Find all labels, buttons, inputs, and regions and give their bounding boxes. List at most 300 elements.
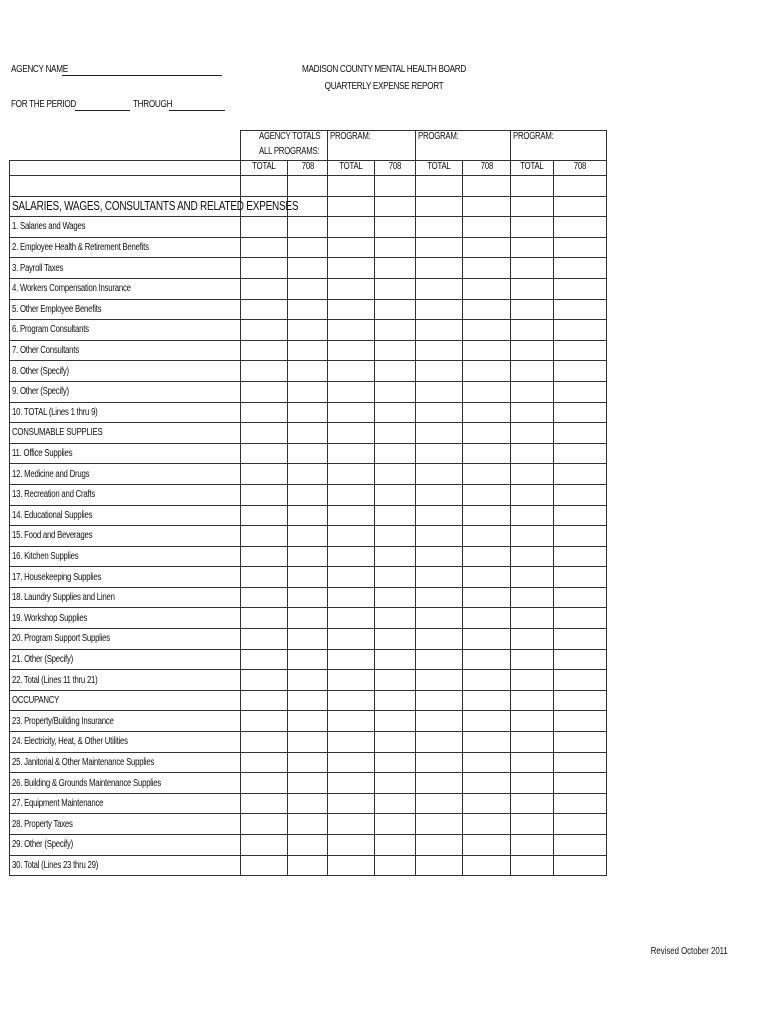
amount-cell[interactable] [554, 505, 607, 526]
amount-cell[interactable] [416, 320, 463, 341]
amount-cell[interactable] [375, 464, 416, 485]
amount-cell[interactable] [375, 505, 416, 526]
amount-cell[interactable] [511, 814, 554, 835]
amount-cell[interactable] [328, 608, 375, 629]
amount-cell[interactable] [328, 443, 375, 464]
amount-cell[interactable] [511, 567, 554, 588]
amount-cell[interactable] [511, 361, 554, 382]
amount-cell[interactable] [288, 835, 328, 856]
amount-cell[interactable] [375, 299, 416, 320]
amount-cell[interactable] [375, 773, 416, 794]
amount-cell[interactable] [241, 814, 288, 835]
amount-cell[interactable] [288, 423, 328, 444]
amount-cell[interactable] [241, 381, 288, 402]
amount-cell[interactable] [241, 711, 288, 732]
line-item-label: 7. Other Consultants [10, 340, 241, 361]
amount-cell[interactable] [416, 237, 463, 258]
amount-cell[interactable] [328, 381, 375, 402]
amount-cell[interactable] [328, 278, 375, 299]
amount-cell[interactable] [463, 567, 511, 588]
amount-cell[interactable] [416, 587, 463, 608]
amount-cell[interactable] [288, 217, 328, 238]
amount-cell[interactable] [328, 670, 375, 691]
amount-cell[interactable] [241, 484, 288, 505]
line-item-row [10, 402, 607, 423]
amount-cell[interactable] [554, 587, 607, 608]
line-item-row [10, 361, 607, 382]
amount-cell[interactable] [463, 217, 511, 238]
line-item-label: 22. Total (Lines 11 thru 21) [10, 670, 241, 691]
amount-cell[interactable] [463, 546, 511, 567]
amount-cell[interactable] [328, 340, 375, 361]
amount-cell[interactable] [328, 217, 375, 238]
amount-cell[interactable] [463, 278, 511, 299]
amount-cell[interactable] [511, 505, 554, 526]
amount-cell[interactable] [241, 505, 288, 526]
line-item-label: 14. Educational Supplies [10, 505, 241, 526]
amount-cell[interactable] [416, 629, 463, 650]
amount-cell[interactable] [554, 835, 607, 856]
amount-cell[interactable] [375, 835, 416, 856]
amount-cell[interactable] [463, 320, 511, 341]
amount-cell[interactable] [241, 608, 288, 629]
amount-cell[interactable] [511, 773, 554, 794]
line-item-row [10, 299, 607, 320]
amount-cell[interactable] [554, 567, 607, 588]
amount-cell[interactable] [463, 464, 511, 485]
amount-cell[interactable] [241, 546, 288, 567]
amount-cell[interactable] [463, 649, 511, 670]
amount-cell[interactable] [375, 278, 416, 299]
amount-cell[interactable] [288, 402, 328, 423]
amount-cell[interactable] [241, 278, 288, 299]
amount-cell[interactable] [511, 196, 554, 217]
amount-cell[interactable] [288, 793, 328, 814]
line-item-label: 2. Employee Health & Retirement Benefits [10, 237, 241, 258]
amount-cell[interactable] [416, 423, 463, 444]
amount-cell[interactable] [241, 587, 288, 608]
amount-cell[interactable] [328, 484, 375, 505]
amount-cell[interactable] [375, 608, 416, 629]
amount-cell[interactable] [288, 546, 328, 567]
amount-cell[interactable] [375, 649, 416, 670]
amount-cell[interactable] [463, 299, 511, 320]
line-item-label: 24. Electricity, Heat, & Other Utilities [10, 732, 241, 753]
amount-cell[interactable] [511, 629, 554, 650]
blank-cell [375, 176, 416, 197]
period-from-field[interactable] [75, 110, 130, 111]
amount-cell[interactable] [554, 299, 607, 320]
amount-cell[interactable] [328, 320, 375, 341]
amount-cell[interactable] [328, 237, 375, 258]
amount-cell[interactable] [554, 773, 607, 794]
amount-cell[interactable] [511, 835, 554, 856]
amount-cell[interactable] [288, 299, 328, 320]
amount-cell[interactable] [416, 464, 463, 485]
amount-cell[interactable] [416, 670, 463, 691]
amount-cell[interactable] [241, 320, 288, 341]
amount-cell[interactable] [288, 381, 328, 402]
amount-cell[interactable] [511, 320, 554, 341]
amount-cell[interactable] [463, 361, 511, 382]
amount-cell[interactable] [241, 793, 288, 814]
amount-cell[interactable] [241, 855, 288, 876]
amount-cell[interactable] [328, 196, 375, 217]
amount-cell[interactable] [416, 690, 463, 711]
amount-cell[interactable] [375, 732, 416, 753]
amount-cell[interactable] [554, 649, 607, 670]
amount-cell[interactable] [463, 670, 511, 691]
amount-cell[interactable] [241, 443, 288, 464]
amount-cell[interactable] [554, 690, 607, 711]
line-item-label: 28. Property Taxes [10, 814, 241, 835]
amount-cell[interactable] [375, 546, 416, 567]
amount-cell[interactable] [554, 629, 607, 650]
amount-cell[interactable] [416, 546, 463, 567]
amount-cell[interactable] [416, 608, 463, 629]
amount-cell[interactable] [375, 526, 416, 547]
amount-cell[interactable] [416, 381, 463, 402]
amount-cell[interactable] [554, 340, 607, 361]
amount-cell[interactable] [375, 237, 416, 258]
amount-cell[interactable] [328, 587, 375, 608]
amount-cell[interactable] [416, 732, 463, 753]
amount-cell[interactable] [463, 608, 511, 629]
amount-cell[interactable] [511, 711, 554, 732]
amount-cell[interactable] [288, 773, 328, 794]
amount-cell[interactable] [375, 381, 416, 402]
amount-cell[interactable] [463, 814, 511, 835]
amount-cell[interactable] [375, 196, 416, 217]
amount-cell[interactable] [416, 340, 463, 361]
amount-cell[interactable] [463, 835, 511, 856]
amount-cell[interactable] [241, 670, 288, 691]
amount-cell[interactable] [328, 814, 375, 835]
amount-cell[interactable] [416, 258, 463, 279]
amount-cell[interactable] [511, 793, 554, 814]
line-item-label: 23. Property/Building Insurance [10, 711, 241, 732]
amount-cell[interactable] [511, 381, 554, 402]
amount-cell[interactable] [511, 752, 554, 773]
line-item-row [10, 443, 607, 464]
amount-cell[interactable] [416, 649, 463, 670]
amount-cell[interactable] [288, 464, 328, 485]
amount-cell[interactable] [328, 855, 375, 876]
amount-cell[interactable] [328, 711, 375, 732]
amount-cell[interactable] [463, 773, 511, 794]
amount-cell[interactable] [375, 443, 416, 464]
amount-cell[interactable] [288, 443, 328, 464]
amount-cell[interactable] [554, 670, 607, 691]
amount-cell[interactable] [288, 814, 328, 835]
amount-cell[interactable] [463, 196, 511, 217]
amount-cell[interactable] [511, 484, 554, 505]
amount-cell[interactable] [241, 402, 288, 423]
amount-cell[interactable] [375, 814, 416, 835]
amount-cell[interactable] [288, 258, 328, 279]
amount-cell[interactable] [241, 299, 288, 320]
amount-cell[interactable] [511, 608, 554, 629]
amount-cell[interactable] [288, 587, 328, 608]
amount-cell[interactable] [511, 217, 554, 238]
amount-cell[interactable] [288, 320, 328, 341]
amount-cell[interactable] [463, 587, 511, 608]
amount-cell[interactable] [511, 587, 554, 608]
amount-cell[interactable] [463, 443, 511, 464]
program-header-3: PROGRAM: [511, 131, 607, 146]
amount-cell[interactable] [554, 464, 607, 485]
amount-cell[interactable] [328, 505, 375, 526]
amount-cell[interactable] [554, 855, 607, 876]
amount-cell[interactable] [328, 464, 375, 485]
amount-cell[interactable] [554, 423, 607, 444]
code-708-column-header: 708 [288, 161, 328, 176]
amount-cell[interactable] [241, 423, 288, 444]
line-item-row [10, 711, 607, 732]
amount-cell[interactable] [375, 258, 416, 279]
amount-cell[interactable] [416, 567, 463, 588]
amount-cell[interactable] [328, 649, 375, 670]
amount-cell[interactable] [463, 732, 511, 753]
amount-cell[interactable] [511, 670, 554, 691]
amount-cell[interactable] [241, 567, 288, 588]
amount-cell[interactable] [554, 484, 607, 505]
amount-cell[interactable] [241, 237, 288, 258]
agency-name-field[interactable] [62, 75, 222, 76]
line-item-row [10, 732, 607, 753]
amount-cell[interactable] [554, 278, 607, 299]
amount-cell[interactable] [375, 320, 416, 341]
amount-cell[interactable] [463, 381, 511, 402]
section-title: SALARIES, WAGES, CONSULTANTS AND RELATED EXPENSES [10, 196, 241, 217]
amount-cell[interactable] [328, 835, 375, 856]
amount-cell[interactable] [288, 526, 328, 547]
amount-cell[interactable] [416, 217, 463, 238]
amount-cell[interactable] [375, 711, 416, 732]
amount-cell[interactable] [328, 752, 375, 773]
amount-cell[interactable] [511, 649, 554, 670]
amount-cell[interactable] [288, 237, 328, 258]
amount-cell[interactable] [288, 855, 328, 876]
amount-cell[interactable] [554, 217, 607, 238]
amount-cell[interactable] [241, 526, 288, 547]
amount-cell[interactable] [554, 258, 607, 279]
all-programs-header: ALL PROGRAMS: [241, 146, 328, 161]
line-item-row [10, 340, 607, 361]
amount-cell[interactable] [511, 402, 554, 423]
amount-cell[interactable] [554, 526, 607, 547]
amount-cell[interactable] [463, 340, 511, 361]
amount-cell[interactable] [328, 732, 375, 753]
amount-cell[interactable] [241, 464, 288, 485]
amount-cell[interactable] [463, 690, 511, 711]
amount-cell[interactable] [328, 361, 375, 382]
amount-cell[interactable] [375, 423, 416, 444]
amount-cell[interactable] [241, 752, 288, 773]
amount-cell[interactable] [554, 711, 607, 732]
amount-cell[interactable] [375, 402, 416, 423]
amount-cell[interactable] [554, 546, 607, 567]
amount-cell[interactable] [288, 278, 328, 299]
amount-cell[interactable] [241, 258, 288, 279]
amount-cell[interactable] [288, 690, 328, 711]
amount-cell[interactable] [241, 690, 288, 711]
amount-cell[interactable] [416, 278, 463, 299]
line-item-label: 25. Janitorial & Other Maintenance Supplies [10, 752, 241, 773]
amount-cell[interactable] [416, 773, 463, 794]
amount-cell[interactable] [288, 567, 328, 588]
amount-cell[interactable] [463, 484, 511, 505]
amount-cell[interactable] [288, 505, 328, 526]
amount-cell[interactable] [288, 629, 328, 650]
amount-cell[interactable] [463, 423, 511, 444]
line-item-row [10, 258, 607, 279]
amount-cell[interactable] [328, 423, 375, 444]
amount-cell[interactable] [328, 299, 375, 320]
amount-cell[interactable] [463, 711, 511, 732]
amount-cell[interactable] [241, 361, 288, 382]
amount-cell[interactable] [554, 381, 607, 402]
amount-cell[interactable] [463, 793, 511, 814]
amount-cell[interactable] [241, 649, 288, 670]
line-item-label: 29. Other (Specify) [10, 835, 241, 856]
amount-cell[interactable] [463, 526, 511, 547]
amount-cell[interactable] [288, 361, 328, 382]
amount-cell[interactable] [328, 629, 375, 650]
amount-cell[interactable] [554, 732, 607, 753]
amount-cell[interactable] [328, 546, 375, 567]
period-label: FOR THE PERIOD [11, 99, 76, 110]
amount-cell[interactable] [328, 258, 375, 279]
amount-cell[interactable] [288, 484, 328, 505]
amount-cell[interactable] [463, 237, 511, 258]
line-item-row [10, 670, 607, 691]
amount-cell[interactable] [554, 814, 607, 835]
amount-cell[interactable] [241, 629, 288, 650]
line-item-label: 3. Payroll Taxes [10, 258, 241, 279]
amount-cell[interactable] [511, 423, 554, 444]
amount-cell[interactable] [511, 526, 554, 547]
amount-cell[interactable] [554, 361, 607, 382]
amount-cell[interactable] [554, 443, 607, 464]
amount-cell[interactable] [375, 752, 416, 773]
amount-cell[interactable] [328, 690, 375, 711]
amount-cell[interactable] [463, 402, 511, 423]
amount-cell[interactable] [511, 340, 554, 361]
amount-cell[interactable] [375, 484, 416, 505]
amount-cell[interactable] [416, 711, 463, 732]
amount-cell[interactable] [463, 505, 511, 526]
revised-date: Revised October 2011 [650, 946, 728, 957]
section-header-row [10, 423, 607, 444]
amount-cell[interactable] [554, 793, 607, 814]
amount-cell[interactable] [241, 217, 288, 238]
amount-cell[interactable] [416, 793, 463, 814]
amount-cell[interactable] [554, 402, 607, 423]
amount-cell[interactable] [375, 340, 416, 361]
amount-cell[interactable] [416, 402, 463, 423]
amount-cell[interactable] [328, 567, 375, 588]
amount-cell[interactable] [416, 526, 463, 547]
amount-cell[interactable] [511, 732, 554, 753]
line-item-row [10, 567, 607, 588]
amount-cell[interactable] [511, 546, 554, 567]
amount-cell[interactable] [554, 608, 607, 629]
amount-cell[interactable] [375, 217, 416, 238]
amount-cell[interactable] [511, 464, 554, 485]
amount-cell[interactable] [463, 258, 511, 279]
amount-cell[interactable] [375, 587, 416, 608]
amount-cell[interactable] [511, 237, 554, 258]
line-item-label: 6. Program Consultants [10, 320, 241, 341]
amount-cell[interactable] [328, 793, 375, 814]
period-through-field[interactable] [169, 110, 225, 111]
amount-cell[interactable] [463, 752, 511, 773]
amount-cell[interactable] [288, 608, 328, 629]
amount-cell[interactable] [288, 340, 328, 361]
line-item-row [10, 217, 607, 238]
amount-cell[interactable] [416, 299, 463, 320]
amount-cell[interactable] [554, 752, 607, 773]
amount-cell[interactable] [511, 443, 554, 464]
amount-cell[interactable] [463, 629, 511, 650]
amount-cell[interactable] [241, 732, 288, 753]
amount-cell[interactable] [416, 484, 463, 505]
amount-cell[interactable] [511, 855, 554, 876]
amount-cell[interactable] [241, 773, 288, 794]
amount-cell[interactable] [288, 752, 328, 773]
amount-cell[interactable] [416, 752, 463, 773]
amount-cell[interactable] [375, 670, 416, 691]
amount-cell[interactable] [416, 196, 463, 217]
amount-cell[interactable] [511, 299, 554, 320]
amount-cell[interactable] [328, 526, 375, 547]
amount-cell[interactable] [554, 196, 607, 217]
amount-cell[interactable] [375, 855, 416, 876]
amount-cell[interactable] [416, 443, 463, 464]
amount-cell[interactable] [375, 690, 416, 711]
amount-cell[interactable] [463, 855, 511, 876]
amount-cell[interactable] [375, 793, 416, 814]
amount-cell[interactable] [416, 835, 463, 856]
blank-cell [288, 176, 328, 197]
amount-cell[interactable] [416, 361, 463, 382]
amount-cell[interactable] [416, 505, 463, 526]
amount-cell[interactable] [328, 402, 375, 423]
amount-cell[interactable] [511, 258, 554, 279]
amount-cell[interactable] [375, 567, 416, 588]
amount-cell[interactable] [288, 732, 328, 753]
amount-cell[interactable] [328, 773, 375, 794]
amount-cell[interactable] [375, 629, 416, 650]
amount-cell[interactable] [511, 690, 554, 711]
amount-cell[interactable] [511, 278, 554, 299]
line-item-label: 18. Laundry Supplies and Linen [10, 587, 241, 608]
amount-cell[interactable] [554, 320, 607, 341]
amount-cell[interactable] [241, 340, 288, 361]
amount-cell[interactable] [554, 237, 607, 258]
line-item-label: 5. Other Employee Benefits [10, 299, 241, 320]
amount-cell[interactable] [288, 670, 328, 691]
amount-cell[interactable] [288, 711, 328, 732]
amount-cell[interactable] [288, 649, 328, 670]
line-item-row [10, 546, 607, 567]
amount-cell[interactable] [375, 361, 416, 382]
line-item-label: 13. Recreation and Crafts [10, 484, 241, 505]
amount-cell[interactable] [416, 814, 463, 835]
amount-cell[interactable] [416, 855, 463, 876]
amount-cell[interactable] [241, 835, 288, 856]
